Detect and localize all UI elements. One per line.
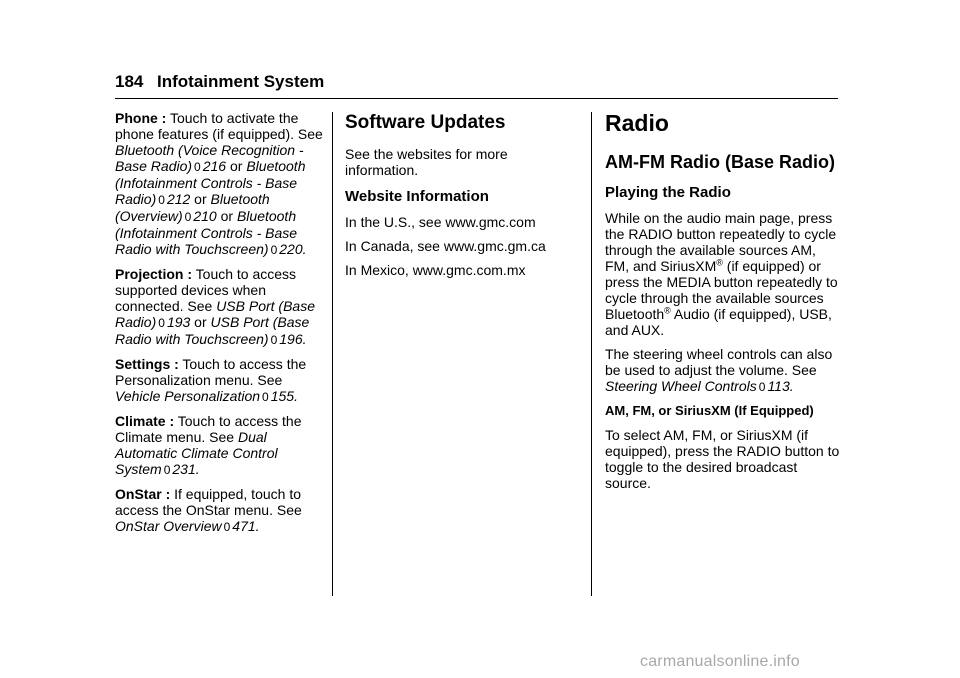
radio-heading: Radio xyxy=(605,110,669,136)
onstar-entry xyxy=(115,486,325,535)
onstar-ref-1[interactable]: OnStar Overview xyxy=(115,518,222,534)
phone-ref-2[interactable]: Bluetooth (Infotainment Controls - Base Radio) xyxy=(115,158,306,207)
climate-term: Climate : xyxy=(115,413,175,429)
column-2 xyxy=(345,110,573,286)
page-ref-icon: 0 xyxy=(262,390,269,404)
page-ref-icon: 0 xyxy=(158,193,165,207)
end-punct: . xyxy=(789,378,794,394)
projection-page-2[interactable]: 196 xyxy=(279,331,303,347)
page-ref-icon: 0 xyxy=(194,160,201,174)
page-number: 184 xyxy=(115,72,144,91)
page-ref-icon: 0 xyxy=(184,210,192,224)
projection-term: Projection : xyxy=(115,266,193,282)
playing-radio-heading: Playing the Radio xyxy=(605,184,731,201)
steering-controls-page[interactable]: 113 xyxy=(767,378,790,394)
climate-ref-1[interactable]: Dual Automatic Climate Control System xyxy=(115,429,278,477)
onstar-text: If equipped, touch to access the OnStar menu. See xyxy=(115,486,302,518)
column-3 xyxy=(605,110,840,499)
onstar-term: OnStar : xyxy=(115,486,171,502)
am-fm-heading: AM-FM Radio (Base Radio) xyxy=(605,152,836,172)
page-header xyxy=(115,72,838,98)
website-us: In the U.S., see www.gmc.com xyxy=(345,214,536,230)
climate-entry xyxy=(115,413,325,478)
or-text: or xyxy=(190,314,211,330)
phone-ref-1[interactable]: Bluetooth (Voice Recognition - Base Radio) xyxy=(115,142,304,174)
projection-ref-1[interactable]: USB Port (Base Radio) xyxy=(115,298,316,330)
page-ref-icon: 0 xyxy=(158,316,165,330)
end-punct: . xyxy=(302,241,307,257)
settings-text: Touch to access the Personalization menu. See xyxy=(115,356,307,388)
phone-page-2[interactable]: 212 xyxy=(166,191,191,207)
settings-page-1[interactable]: 155 xyxy=(270,388,295,404)
phone-text: Touch to activate the phone features (if equipped). See xyxy=(115,110,323,142)
or-text: or xyxy=(216,208,237,224)
watermark: carmanualsonline.info xyxy=(640,653,800,670)
page-ref-icon: 0 xyxy=(270,243,278,257)
radio-para-2 xyxy=(605,346,840,395)
projection-entry xyxy=(115,266,325,348)
am-fm-sirius-heading: AM, FM, or SiriusXM (If Equipped) xyxy=(605,403,814,418)
phone-ref-4[interactable]: Bluetooth (Infotainment Controls - Base Radio with Touchscreen) xyxy=(115,208,298,257)
settings-term: Settings : xyxy=(115,356,179,372)
end-punct: . xyxy=(302,331,307,347)
steering-controls-ref[interactable]: Steering Wheel Controls xyxy=(605,378,757,394)
software-updates-heading: Software Updates xyxy=(345,112,506,133)
phone-page-1[interactable]: 216 xyxy=(202,158,227,174)
website-canada: In Canada, see www.gmc.gm.ca xyxy=(345,238,546,254)
end-punct: . xyxy=(195,461,200,477)
registered-mark: ® xyxy=(664,305,671,316)
software-intro: See the websites for more information. xyxy=(345,146,508,178)
climate-text: Touch to access the Climate menu. See xyxy=(115,413,302,445)
or-text: or xyxy=(226,158,247,174)
projection-ref-2[interactable]: USB Port (Base Radio with Touchscreen) xyxy=(115,314,310,347)
chapter-title: Infotainment System xyxy=(157,72,325,91)
website-info-heading: Website Information xyxy=(345,188,489,205)
column-divider-1 xyxy=(332,112,333,596)
column-divider-2 xyxy=(591,112,592,596)
phone-term: Phone : xyxy=(115,110,167,126)
settings-ref-1[interactable]: Vehicle Personalization xyxy=(115,388,261,404)
or-text: or xyxy=(190,191,211,207)
page-ref-icon: 0 xyxy=(163,463,171,477)
phone-entry xyxy=(115,110,325,258)
website-mexico: In Mexico, www.gmc.com.mx xyxy=(345,262,526,278)
phone-page-4[interactable]: 220 xyxy=(279,241,303,257)
column-1 xyxy=(115,110,325,543)
projection-page-1[interactable]: 193 xyxy=(166,314,191,330)
settings-entry xyxy=(115,356,325,405)
para1-text-a: While on the audio main page, press the RADIO button repeatedly to cycle through the available sources AM, FM, and SiriusXM xyxy=(605,210,837,274)
page-ref-icon: 0 xyxy=(270,333,278,347)
end-punct: . xyxy=(255,518,260,534)
para1-text-c: Audio (if equipped), USB, and AUX. xyxy=(605,306,832,338)
para2-text: The steering wheel controls can also be used to adjust the volume. See xyxy=(605,346,833,378)
radio-para-3: To select AM, FM, or SiriusXM (if equipped), press the RADIO button to toggle to the desired broadcast source. xyxy=(605,427,840,491)
page-ref-icon: 0 xyxy=(758,380,766,394)
header-rule xyxy=(115,98,838,99)
registered-mark: ® xyxy=(716,257,723,268)
phone-ref-3[interactable]: Bluetooth (Overview) xyxy=(115,191,270,224)
onstar-page-1[interactable]: 471 xyxy=(232,518,256,534)
radio-para-1 xyxy=(605,210,840,338)
projection-text: Touch to access supported devices when connected. See xyxy=(115,266,297,314)
phone-page-3[interactable]: 210 xyxy=(193,208,217,224)
climate-page-1[interactable]: 231 xyxy=(172,461,196,477)
end-punct: . xyxy=(294,388,298,404)
para1-text-b: (if equipped) or press the MEDIA button repeatedly to cycle through the available sources Bluetooth xyxy=(605,258,838,322)
page-ref-icon: 0 xyxy=(223,520,231,534)
